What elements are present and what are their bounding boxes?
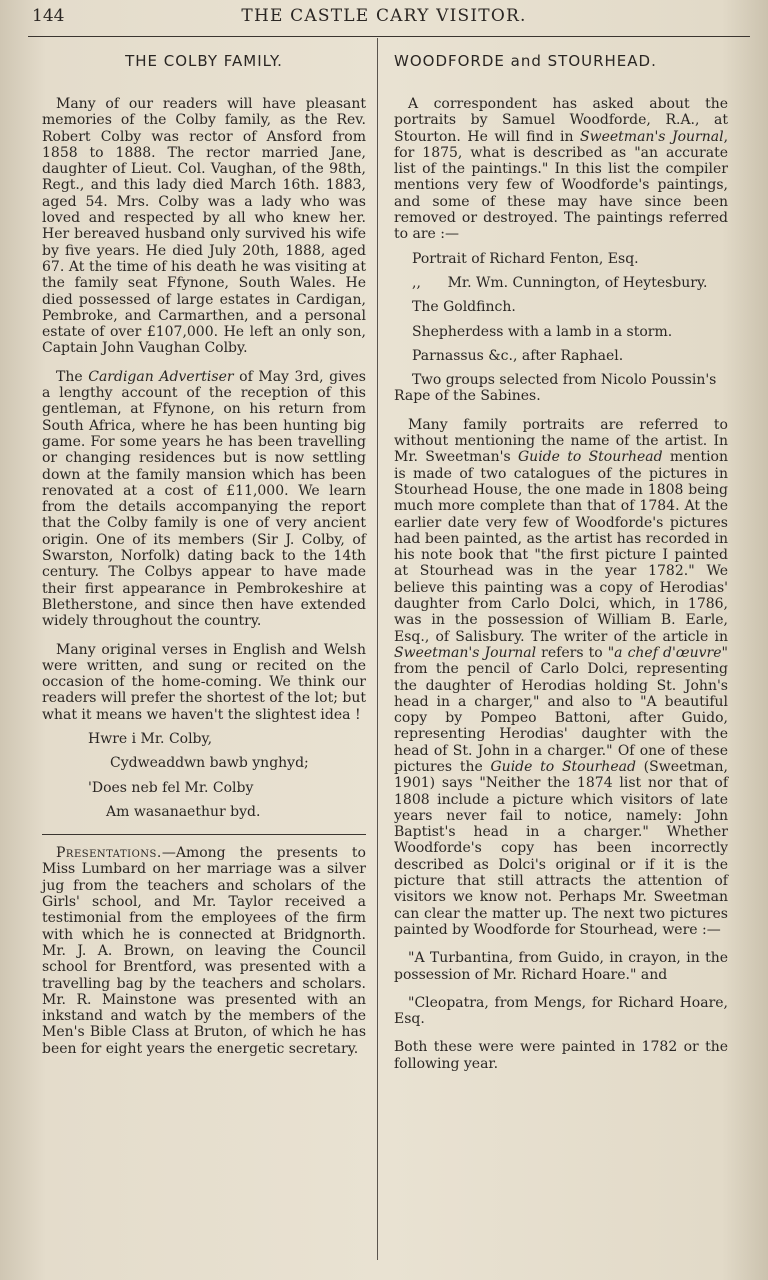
page-header <box>0 4 768 30</box>
left-column <box>42 42 366 1057</box>
right-column <box>394 42 728 1072</box>
verse-line: 'Does neb fel Mr. Colby <box>88 779 254 796</box>
article-heading-woodforde: WOODFORDE and STOURHEAD. <box>394 52 657 70</box>
verse-line: Cydweaddwn bawb ynghyd; <box>110 755 309 772</box>
publication-title: THE CASTLE CARY VISITOR. <box>241 6 527 26</box>
verse-line: Am wasanaethur byd. <box>106 803 261 820</box>
painting-item: ,, Mr. Wm. Cunnington, of Heytesbury. <box>412 274 708 291</box>
paragraph: Both these were were painted in 1782 or the following year. <box>394 1039 728 1072</box>
quote: "Cleopatra, from Mengs, for Richard Hoare, Esq. <box>394 994 728 1028</box>
paragraph: Many original verses in English and Welsh were written, and sung or recited on the occasion of the home-coming. We think our readers will prefer the shortest of the lot; but what it means we haven't the slightest idea ! <box>42 641 366 723</box>
article-heading-colby: THE COLBY FAMILY. <box>125 52 283 70</box>
page-number: 144 <box>32 6 65 26</box>
painting-item: Parnassus &c., after Raphael. <box>412 347 624 364</box>
header-rule <box>28 36 750 37</box>
painting-item: Two groups selected from Nicolo Poussin's Rape of the Sabines. <box>394 372 717 405</box>
paragraph: A correspondent has asked about the portraits by Samuel Woodforde, R.A., at Stourton. He will find in Sweetman's Journal, for 1875, what is described as "an accurate list of the paintings." In this list the compiler mentions very few of Woodforde's paintings, and some of these may have since been removed or destroyed. The paintings referred to are :— <box>394 96 729 243</box>
column-divider <box>377 38 378 1260</box>
paragraph: Many family portraits are referred to without mentioning the name of the artist. In Mr. Sweetman's Guide to Stourhead mention is made of two catalogues of the pictures in Stourhead House, the one made in 1808 being much more complete than that of 1784. At the earlier date very few of Woodforde's pictures had been painted, as the artist has recorded in his note book that "the first picture I painted at Stourhead was in the year 1782." We believe this painting was a copy of Herodias' daughter from Carlo Dolci, which, in 1786, was in the possession of William B. Earle, Esq., of Salisbury. The writer of the article in Sweetman's Journal refers to "a chef d'œuvre" from the pencil of Carlo Dolci, representing the daughter of Herodias holding St. John's head in a charger," and also to "A beautiful copy by Pompeo Battoni, after Guido, representing Herodias' daughter with the head of St. John in a charger." Of one of these pictures the Guide to Stourhead (Sweetman, 1901) says "Neither the 1874 list nor that of 1808 include a picture which visitors of late years never fail to notice, namely: John Baptist's head in a charger." Whether Woodforde's copy has been incorrectly described as Dolci's original or if it is the picture that still attracts the attention of visitors we know not. Perhaps Mr. Sweetman can clear the matter up. The next two pictures painted by Woodforde for Stourhead, were :— <box>394 416 728 938</box>
paragraph: Many of our readers will have pleasant memories of the Colby family, as the Rev. Robert Colby was rector of Ansford from 1858 to 1888. The rector married Jane, daughter of Lieut. Col. Vaughan, of the 98th, Regt., and this lady died March 16th. 1883, aged 54. Mrs. Colby was a lady who was loved and respected by all who knew her. Her bereaved husband only survived his wife by five years. He died July 20th, 1888, aged 67. At the time of his death he was visiting at the family seat Ffynone, South Wales. He died possessed of large estates in Cardigan, Pembroke, and Carmarthen, and a personal estate of over £107,000. He left an only son, Captain John Vaughan Colby. <box>42 96 366 357</box>
painting-item: Portrait of Richard Fenton, Esq. <box>412 250 639 267</box>
publication-name: Cardigan Advertiser <box>88 368 234 385</box>
quote: "A Turbantina, from Guido, in crayon, in the possession of Mr. Richard Hoare." and <box>394 950 728 983</box>
presentations-paragraph: Presentations.—Among the presents to Miss Lumbard on her marriage was a silver jug from the teachers and scholars of the Girls' school, and Mr. Taylor received a testimonial from the employees of the firm with which he is connected at Bridgnorth. Mr. J. A. Brown, on leaving the Council school for Brentford, was presented with a travelling bag by the teachers and scholars. Mr. R. Mainstone was presented with an inkstand and watch by the members of the Men's Bible Class at Bruton, of which he has been for eight years the energetic secretary. <box>42 845 366 1057</box>
painting-item: Shepherdess with a lamb in a storm. <box>412 323 673 340</box>
paragraph: The Cardigan Advertiser of May 3rd, gives a lengthy account of the reception of this gentleman, at Ffynone, on his return from South Africa, where he has been hunting big game. For some years he has been travelling or changing residences but is now settling down at the family mansion which has been renovated at a cost of £11,000. We learn from the details accompanying the report that the Colby family is one of very ancient origin. One of its members (Sir J. Colby, of Swarston, Norfolk) dating back to the 14th century. The Colbys appear to have made their first appearance in Pembrokeshire at Bletherstone, and since then have extended widely throughout the country. <box>42 368 366 630</box>
section-divider <box>42 834 366 835</box>
section-label: Presentations. <box>56 845 162 862</box>
verse-line: Hwre i Mr. Colby, <box>88 730 213 747</box>
painting-item: The Goldfinch. <box>412 299 516 316</box>
